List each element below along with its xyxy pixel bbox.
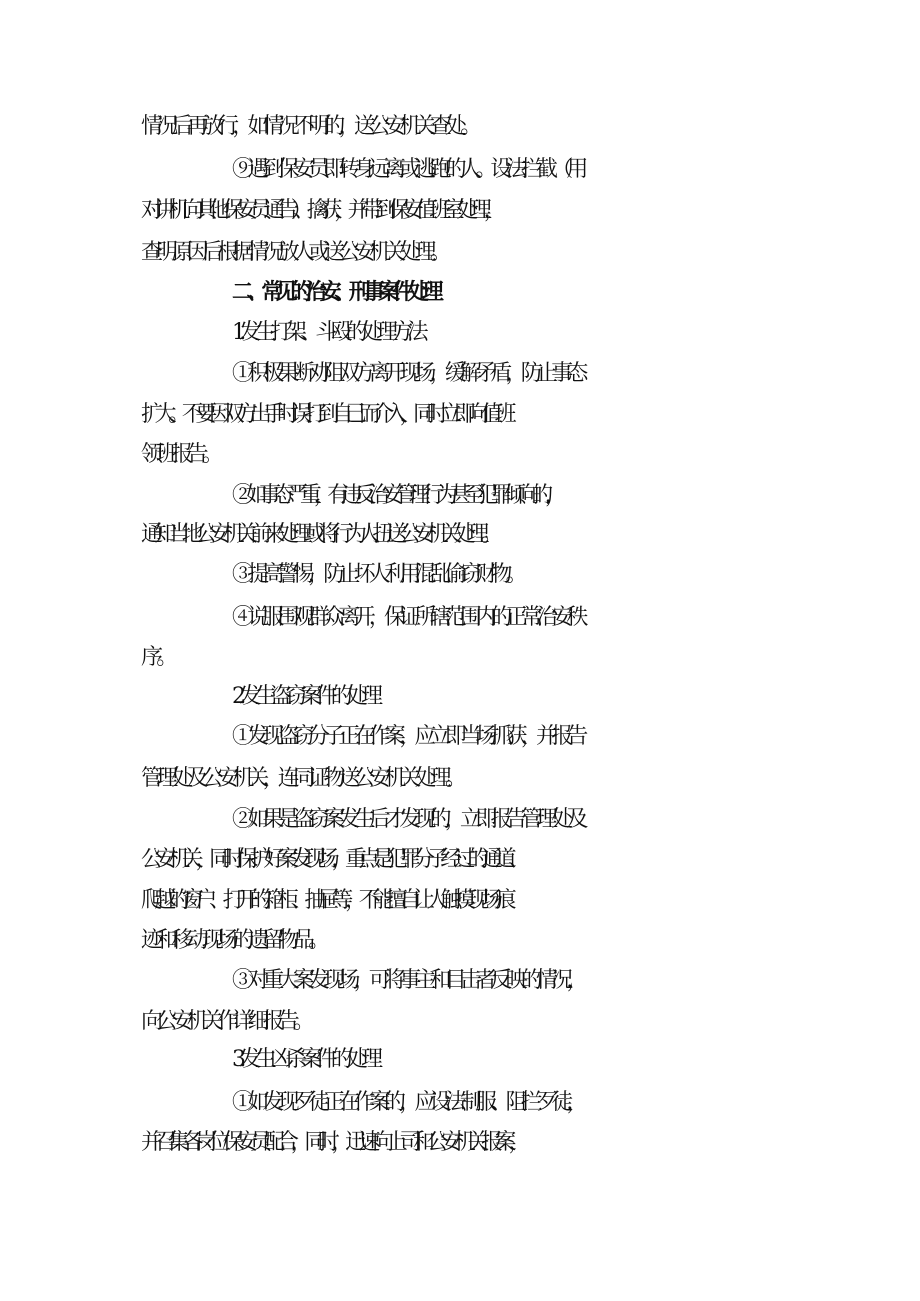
text-line: 爬越的窗户、打开的箱柜、抽屉等，不能擅自让人触摸现场痕 — [141, 888, 509, 913]
text-line: 公安机关，同时保护好案发现场，重点是犯罪分子经过的通道、 — [141, 847, 522, 872]
text-line: ③提高警惕，防止坏人利用混乱偷窃财物。 — [232, 562, 521, 587]
text-line: 序。 — [141, 645, 172, 670]
text-line: 管理处及公安机关，连同证物送公安机关处理。 — [141, 766, 461, 791]
text-line: ②如事态严重，有违反治安管理行为甚至犯罪倾向的， — [232, 483, 559, 508]
text-line: ⑨遇到保安员即转身远离或逃跑的人。设法拦截（用 — [232, 157, 582, 182]
text-line: ①如发现歹徒正在作案的，应设法制服、阻拦歹徒， — [232, 1090, 582, 1115]
subsection-heading: 3 .发生凶杀案件的处理 — [232, 1047, 377, 1072]
text-line: ③对重大案发现场，可将事主和目击者反映的情况， — [232, 968, 582, 993]
text-line: 向公安机关作详细报告。 — [141, 1009, 309, 1034]
text-line: 迹和移动现场的遗留物品。 — [141, 928, 324, 953]
section-heading: 二、常见的治安、刑事案件处理 — [232, 280, 437, 305]
text-line: 对讲机向其他保安员通告）、擒获，并带到保安值班室处理， — [141, 198, 498, 223]
text-line: 通知当地公安机关前来处理或将行为人扭送公安机关处理。 — [141, 522, 495, 547]
text-line: ①积极果断劝阻双方离开现场，缓解矛盾，防止事态 — [232, 361, 582, 386]
text-line: 并召集各岗位保安员配合，同时，迅速向上司和公安机关报案， — [141, 1130, 522, 1155]
text-line: 扩大。不要因双方出手时误打到自己而介入，同时立即向值班 — [141, 402, 509, 427]
subsection-heading: 2 .发生盗窃案件的处理 — [232, 684, 377, 709]
text-line: 情况后再放行，如情况不明的，送公安机关查处。 — [141, 114, 476, 139]
text-line: ④说服围观群众离开，保证所辖范围内的正常治安秩 — [232, 605, 582, 630]
text-line: ②如果是盗窃案发生后才发现的，立即报告管理处及 — [232, 807, 582, 832]
text-line: 查明原因后根据情况放人或送公安机关处理。 — [141, 240, 446, 265]
text-line: ①发现盗窃分子正在作案，应立即当场抓获，并报告 — [232, 724, 582, 749]
subsection-heading: 1.发生打架、斗殴的处理方法 — [232, 320, 422, 345]
text-line: 领班报告。 — [141, 442, 218, 467]
